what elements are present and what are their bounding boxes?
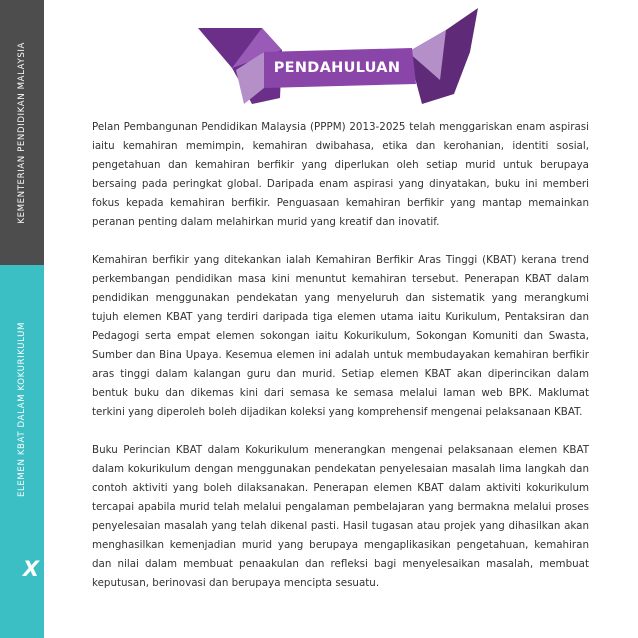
paragraph-intro: Pelan Pembangunan Pendidikan Malaysia (PPPM) 2013-2025 telah menggariskan enam aspirasi iaitu kemahiran memimpin, kemahiran dwibahasa, etika dan kerohanian, identiti sosial, pengetahuan dan kemahiran berfikir yang diperlukan oleh setiap murid untuk berupaya bersaing pada peringkat global. Daripada enam aspirasi yang dinyatakan, buku ini memberi fokus kepada kemahiran berfikir. Penguasaan kemahiran berfikir yang mantap memainkan peranan penting dalam melahirkan murid yang kreatif dan inovatif. [92,121,589,228]
book-title-text: ELEMEN KBAT DALAM KOKURIKULUM [17,322,27,498]
section-title: PENDAHULUAN [273,60,401,76]
section-banner [0,0,638,120]
paragraph-kokurikulum: Buku Perincian KBAT dalam Kokurikulum menerangkan mengenai pelaksanaan elemen KBAT dalam kokurikulum dengan menggunakan pendekatan penyelesaian masalah lima langkah dan contoh aktiviti yang boleh dilaksanakan. Penerapan elemen KBAT dalam aktiviti kokurikulum tercapai apabila murid telah melalui pengalaman pembelajaran yang bermakna melalui proses penyelesaian masalah yang telah dikenal pasti. Hasil tugasan atau projek yang dihasilkan akan menghasilkan kemenjadian murid yang berupaya mengaplikasikan pengetahuan, kemahiran dan nilai dalam membuat penaakulan dan refleksi bagi menyelesaikan masalah, membuat keputusan, berinovasi dan berupaya mencipta sesuatu. [92,444,589,589]
sidebar-book-title-label [0,265,44,555]
paragraph-kbat: Kemahiran berfikir yang ditekankan ialah Kemahiran Berfikir Aras Tinggi (KBAT) kerana trend perkembangan pendidikan masa kini menuntut kemahiran tersebut. Penerapan KBAT dalam pendidikan menggunakan pendekatan yang menyeluruh dan sistematik yang merangkumi tujuh elemen KBAT yang terdiri daripada tiga elemen utama iaitu Kurikulum, Pentaksiran dan Pedagogi serta empat elemen sokongan iaitu Kokurikulum, Sokongan Komuniti dan Swasta, Sumber dan Bina Upaya. Kesemua elemen ini adalah untuk membudayakan kemahiran berfikir aras tinggi dalam kalangan guru dan murid. Setiap elemen KBAT akan diperincikan dalam bentuk buku dan dikemas kini dari semasa ke semasa melalui laman web BPK. Maklumat terkini yang diperoleh boleh dijadikan koleksi yang komprehensif mengenai pelaksanaan KBAT. [92,254,589,418]
body-text [92,118,589,612]
ministry-label-text: KEMENTERIAN PENDIDIKAN MALAYSIA [17,41,27,224]
page-number-mark: X [22,557,40,581]
